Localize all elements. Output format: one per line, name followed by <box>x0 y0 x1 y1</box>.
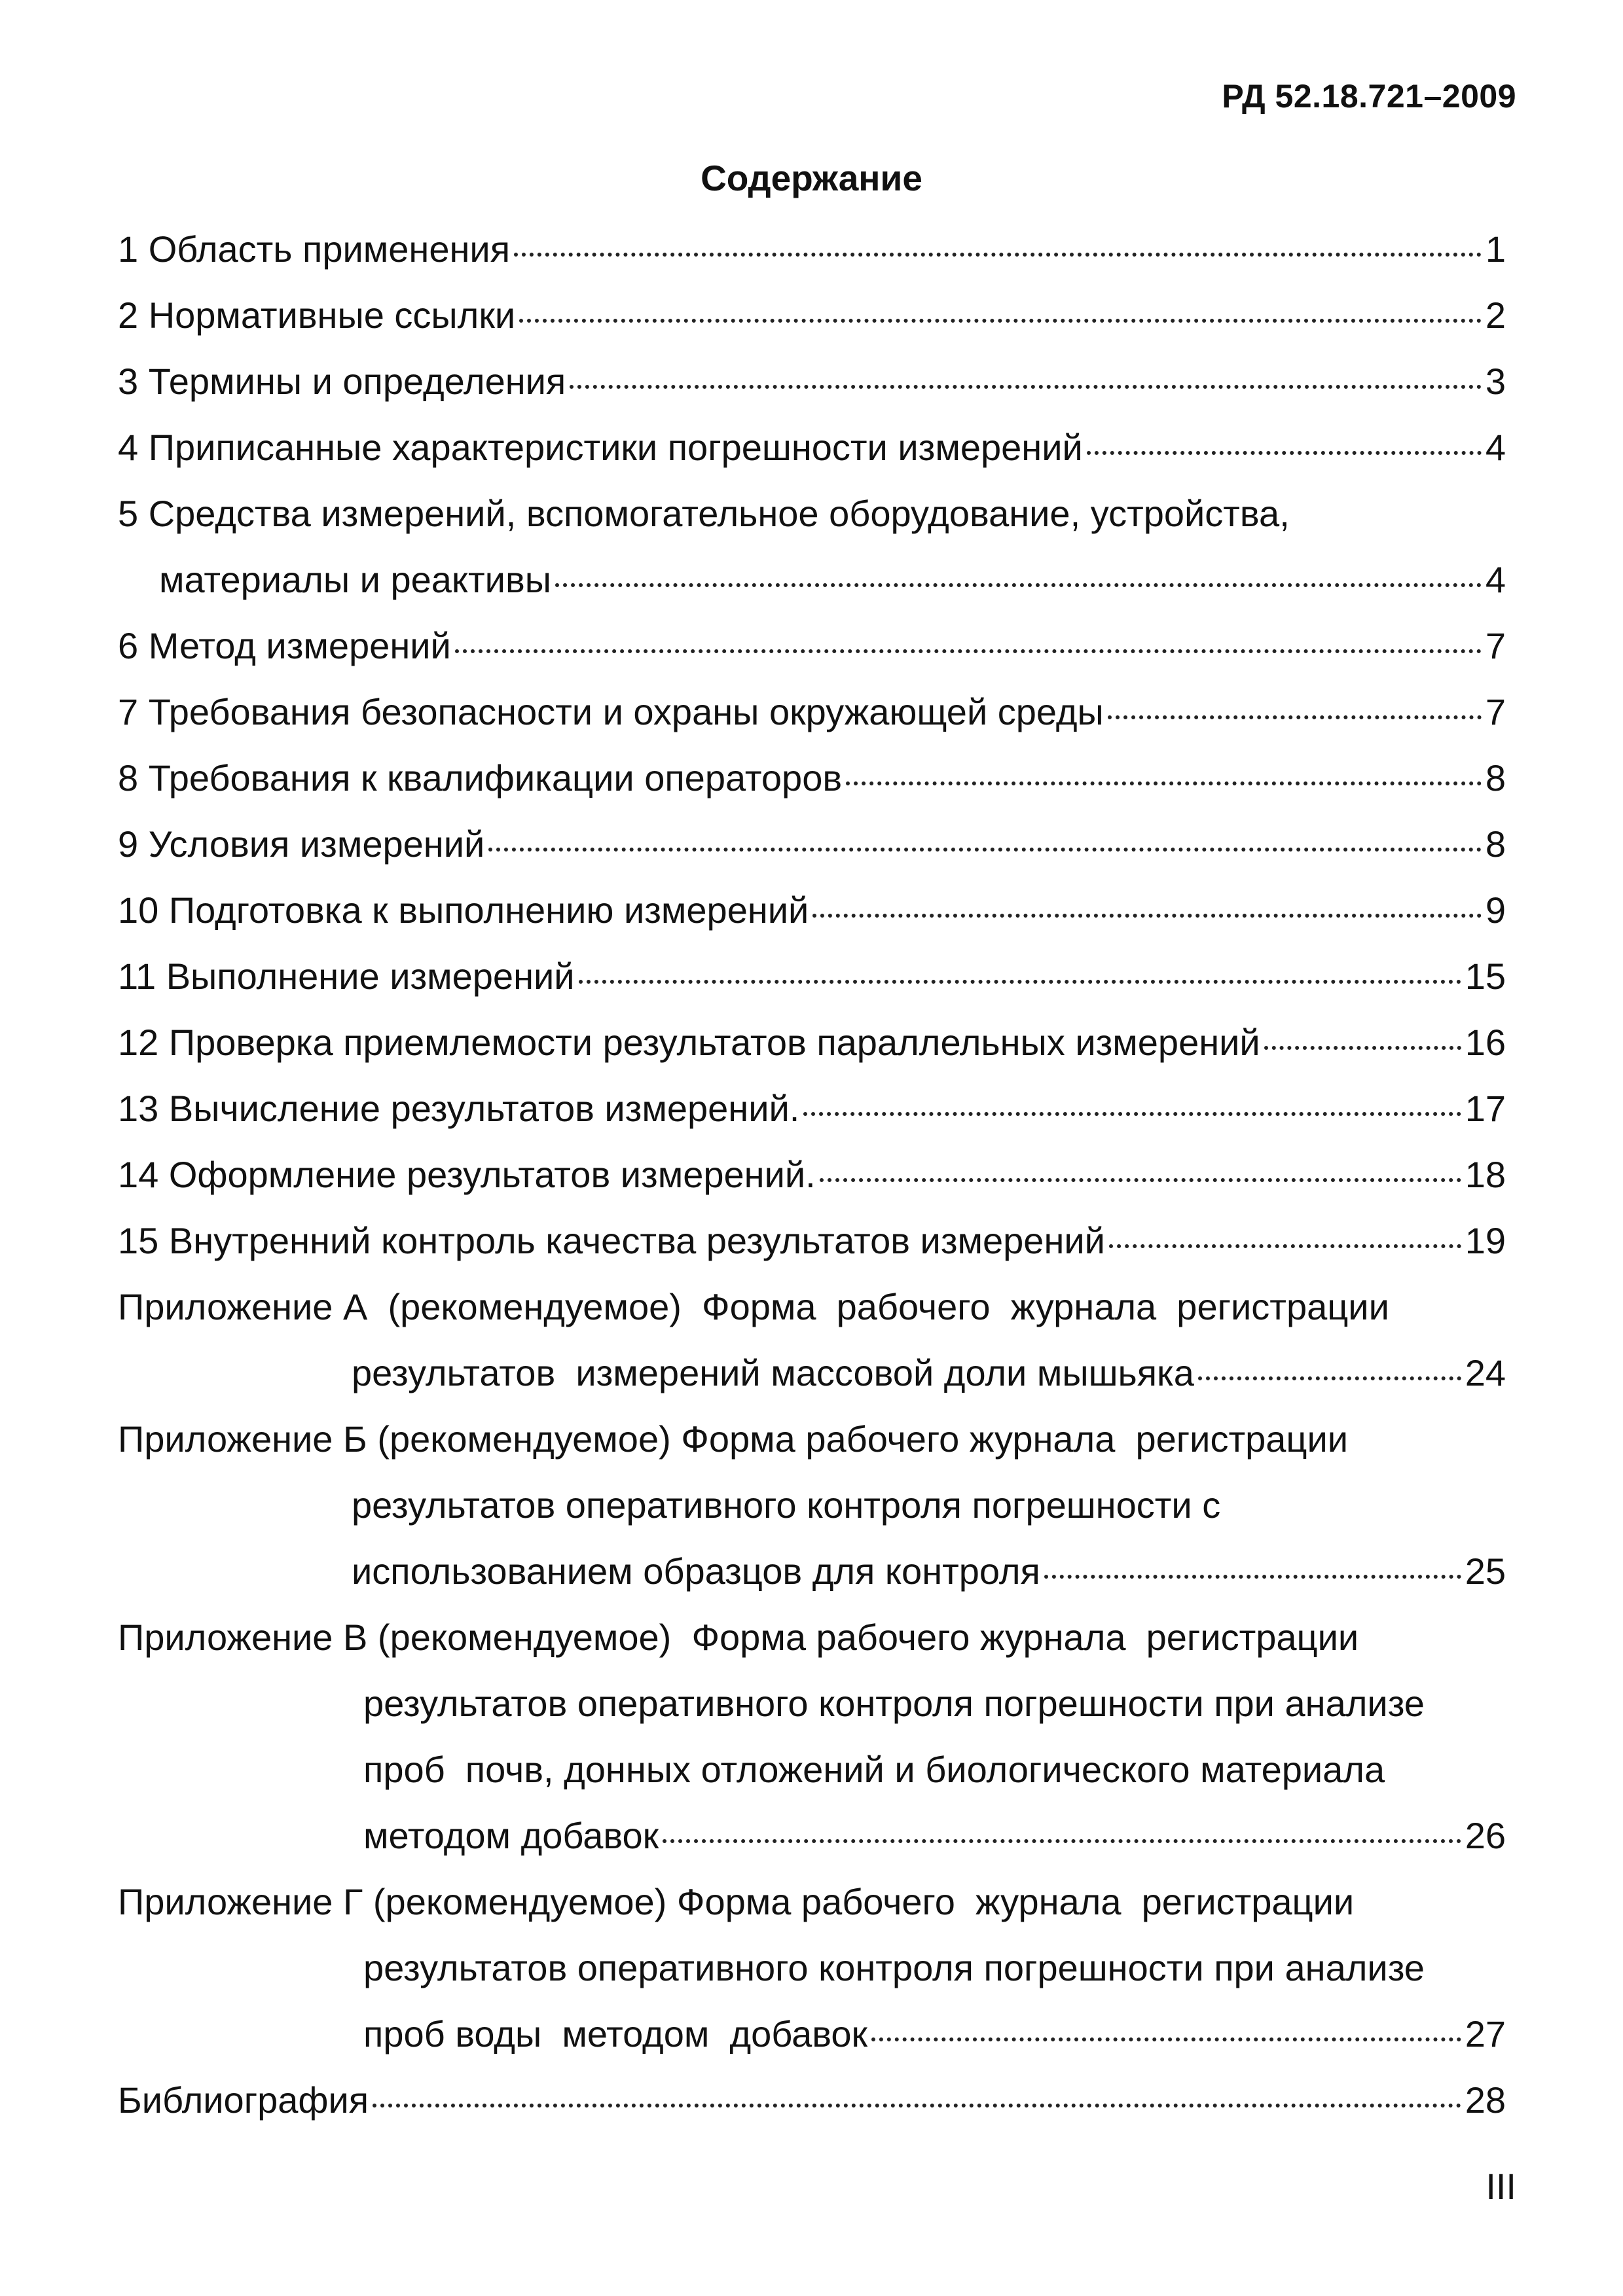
toc-entry-page: 2 <box>1485 295 1506 336</box>
toc-entry-text: 14 Оформление результатов измерений. <box>118 1154 816 1195</box>
toc-entry-page: 17 <box>1465 1088 1506 1129</box>
toc-entry[interactable] <box>118 414 1506 480</box>
toc-entry-text: 5 Средства измерений, вспомогательное оборудование, устройства, <box>118 493 1290 534</box>
leader-dots <box>373 2076 1461 2113</box>
toc-entry-text: 15 Внутренний контроль качества результатов измерений <box>118 1220 1105 1261</box>
leader-dots <box>1087 423 1482 460</box>
toc-entry-page: 24 <box>1465 1352 1506 1393</box>
leader-dots <box>1108 688 1482 725</box>
toc-entry-text: результатов оперативного контроля погрешности с <box>352 1484 1221 1526</box>
toc-entry-text: Приложение В (рекомендуемое) Форма рабочего журнала регистрации <box>118 1617 1359 1658</box>
toc-entry-text: 9 Условия измерений <box>118 823 485 865</box>
toc-entry[interactable] <box>118 348 1506 414</box>
toc-entry-text: 4 Приписанные характеристики погрешности измерений <box>118 427 1083 468</box>
toc-entry-page: 26 <box>1465 1815 1506 1856</box>
toc-entry-page: 18 <box>1465 1154 1506 1195</box>
toc-entry[interactable] <box>118 1869 1506 1935</box>
leader-dots <box>1264 1018 1461 1055</box>
toc-entry-page: 3 <box>1485 361 1506 402</box>
toc-entry-text: методом добавок <box>363 1815 659 1856</box>
toc-entry[interactable] <box>118 1670 1506 1736</box>
toc-entry-text: Приложение Б (рекомендуемое) Форма рабочего журнала регистрации <box>118 1418 1349 1460</box>
toc-entry-page: 8 <box>1485 757 1506 798</box>
toc-entry-text: Приложение Г (рекомендуемое) Форма рабочего журнала регистрации <box>118 1881 1355 1922</box>
page-number: III <box>1486 2166 1516 2207</box>
leader-dots <box>663 1812 1461 1848</box>
toc-entry-page: 19 <box>1465 1220 1506 1261</box>
toc-entry-text: 1 Область применения <box>118 228 511 270</box>
toc-entry[interactable] <box>118 1075 1506 1141</box>
toc-entry[interactable] <box>118 1208 1506 1274</box>
toc-entry[interactable] <box>118 282 1506 348</box>
toc-entry-text: Библиография <box>118 2079 369 2121</box>
leader-dots <box>488 820 1482 857</box>
toc-entry[interactable] <box>118 1538 1506 1604</box>
leader-dots <box>871 2010 1461 2047</box>
toc-entry-text: 2 Нормативные ссылки <box>118 295 516 336</box>
toc-entry-text: 12 Проверка приемлемости результатов параллельных измерений <box>118 1022 1260 1063</box>
toc-entry-page: 25 <box>1465 1551 1506 1592</box>
toc-entry-text: Приложение А (рекомендуемое) Форма рабочего журнала регистрации <box>118 1286 1389 1327</box>
toc-entry[interactable] <box>118 1274 1506 1340</box>
toc-entry-page: 4 <box>1485 427 1506 468</box>
leader-dots <box>455 622 1482 658</box>
toc-entry[interactable] <box>118 1009 1506 1075</box>
toc-entry-text: материалы и реактивы <box>159 559 551 600</box>
toc-entry[interactable] <box>118 480 1506 547</box>
leader-dots <box>519 291 1482 328</box>
toc-entry[interactable] <box>118 1736 1506 1803</box>
toc-entry-page: 7 <box>1485 691 1506 732</box>
toc-entry[interactable] <box>118 2001 1506 2067</box>
toc-entry[interactable] <box>118 745 1506 811</box>
leader-dots <box>570 357 1482 394</box>
toc-title: Содержание <box>701 158 922 198</box>
toc-entry-page: 1 <box>1485 228 1506 270</box>
toc-entry-text: 11 Выполнение измерений <box>118 956 575 997</box>
toc-entry[interactable] <box>118 1406 1506 1472</box>
toc-entry-text: 10 Подготовка к выполнению измерений <box>118 889 809 931</box>
toc-entry-text: проб воды методом добавок <box>363 2013 867 2054</box>
leader-dots <box>514 225 1482 262</box>
leader-dots <box>1109 1217 1461 1253</box>
leader-dots <box>812 886 1482 923</box>
leader-dots <box>820 1151 1461 1187</box>
toc-entry-page: 9 <box>1485 889 1506 931</box>
toc-entry-page: 15 <box>1465 956 1506 997</box>
toc-entry-text: 8 Требования к квалификации операторов <box>118 757 843 798</box>
toc-entry[interactable] <box>118 547 1506 613</box>
toc-entry[interactable] <box>118 877 1506 943</box>
toc-entry-text: результатов оперативного контроля погрешности при анализе <box>363 1947 1425 1988</box>
table-of-contents <box>118 216 1506 2133</box>
toc-entry-text: использованием образцов для контроля <box>352 1551 1040 1592</box>
leader-dots <box>846 754 1482 791</box>
toc-entry-text: результатов оперативного контроля погрешности при анализе <box>363 1683 1425 1724</box>
toc-entry-text: результатов измерений массовой доли мышьяка <box>352 1352 1194 1393</box>
toc-entry-page: 7 <box>1485 625 1506 666</box>
leader-dots <box>803 1085 1461 1121</box>
toc-entry-text: 6 Метод измерений <box>118 625 451 666</box>
leader-dots <box>555 556 1482 592</box>
toc-entry-page: 27 <box>1465 2013 1506 2054</box>
leader-dots <box>579 952 1461 989</box>
toc-entry-page: 28 <box>1465 2079 1506 2121</box>
toc-entry-text: 3 Термины и определения <box>118 361 566 402</box>
toc-entry[interactable] <box>118 613 1506 679</box>
toc-entry-page: 4 <box>1485 559 1506 600</box>
leader-dots <box>1044 1547 1461 1584</box>
toc-entry-text: проб почв, донных отложений и биологического материала <box>363 1749 1385 1790</box>
toc-entry-page: 8 <box>1485 823 1506 865</box>
toc-entry[interactable] <box>118 216 1506 282</box>
toc-entry[interactable] <box>118 679 1506 745</box>
toc-entry[interactable] <box>118 1472 1506 1538</box>
toc-entry[interactable] <box>118 1141 1506 1208</box>
toc-entry[interactable] <box>118 811 1506 877</box>
toc-entry[interactable] <box>118 1340 1506 1406</box>
toc-entry-text: 13 Вычисление результатов измерений. <box>118 1088 800 1129</box>
document-code: РД 52.18.721–2009 <box>1222 78 1516 115</box>
toc-entry[interactable] <box>118 943 1506 1009</box>
toc-entry-text: 7 Требования безопасности и охраны окружающей среды <box>118 691 1104 732</box>
toc-entry[interactable] <box>118 1604 1506 1670</box>
leader-dots <box>1198 1349 1461 1386</box>
toc-entry-page: 16 <box>1465 1022 1506 1063</box>
toc-entry[interactable] <box>118 1803 1506 1869</box>
toc-entry[interactable] <box>118 1935 1506 2001</box>
toc-entry[interactable] <box>118 2067 1506 2133</box>
